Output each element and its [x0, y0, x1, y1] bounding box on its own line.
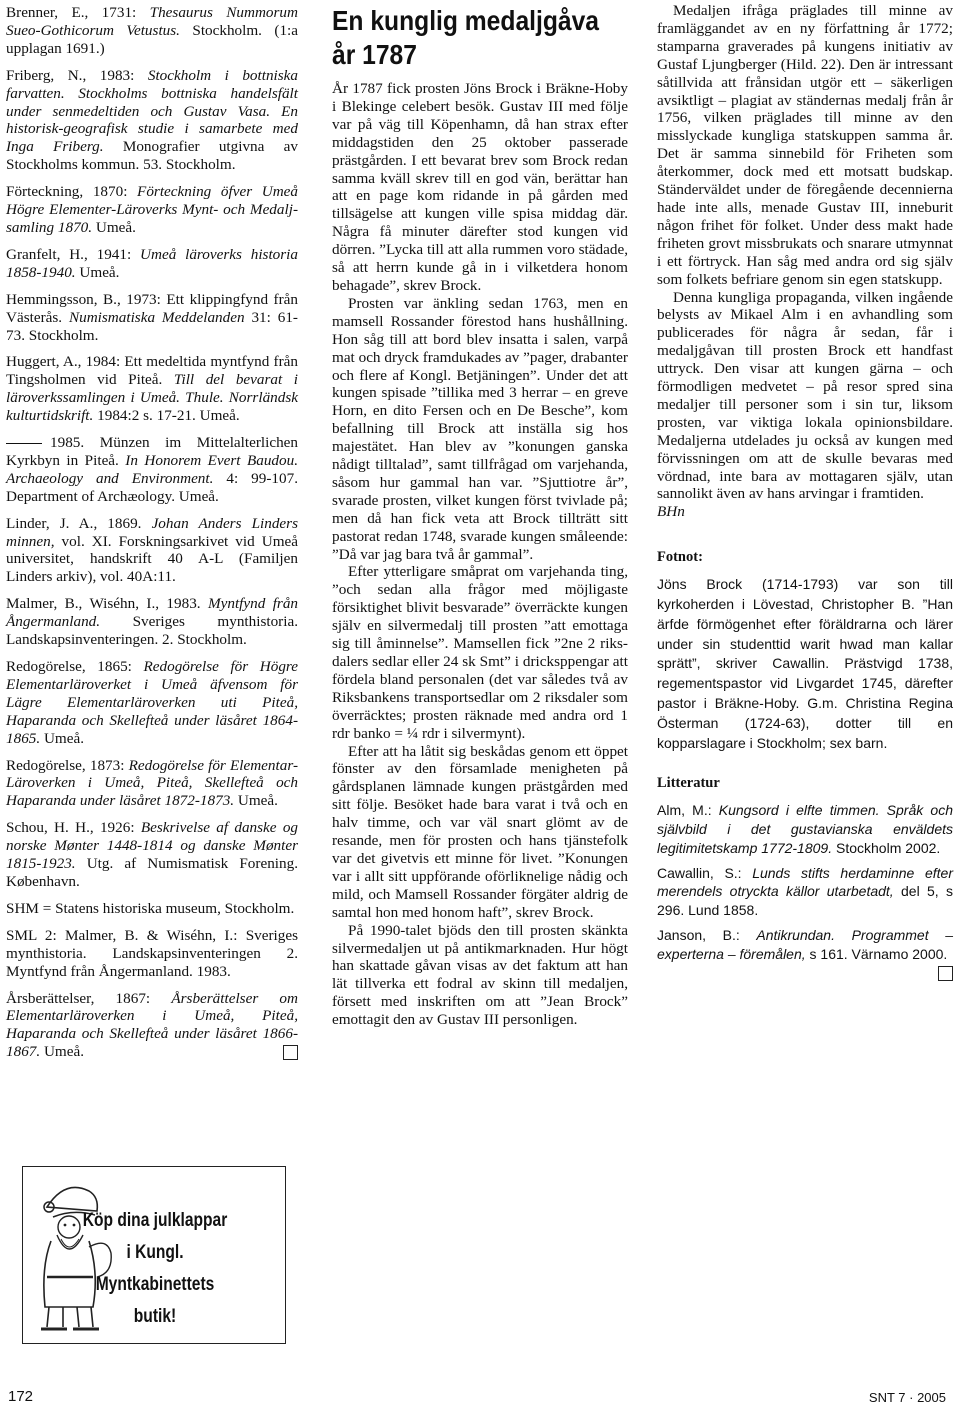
reference-item — [6, 434, 298, 506]
reference-item: Friberg, N., 1983: Stockholm i bottniska farvatten. Stockholms bottniska handelsfält under senmedeltiden och Gustav Vasa. En historisk-geografisk studie i samarbete med Inga Friberg. Monografier utgivna av Stockholms kommun. 53. Stockholm. — [6, 66, 299, 174]
end-of-article-box-icon — [283, 1045, 298, 1060]
reference-item: Förteckning, 1870: Förteckning öfver Umeå Högre Elementer-Läroverks Mynt- och Medalj-samling 1870. Umeå. — [6, 183, 298, 236]
footnote-text: Jöns Brock (1714-1793) var son till kyrkoherden i Lövestad, Christopher B. ”Han ärfde förmögenhet efter föräldrarna och lärer under sin studenttid warit hwad man kallar sprätt”, skriver Cawallin. Prästvigd 1738, regementspastor vid Livgardet 1745, därefter pastor i Bräkne-Hoby. G.m. Christina Regina Österman (1724-63), dotter till en kopparslagare i Stockholm; sex barn. — [657, 576, 953, 751]
article-paragraph: Efter att ha låtit sig beskådas genom ett öppet fönster av den församlade menigheten på gårdsplanen lämnade kungen prästgården med sitt följe. Besöket hade bara varat i två och en halv timme, och var väl snart glömt av de resande, men för prosten och hans tjänstefolk var det givetvis ett minne för livet. ”Konungen var i allt sitt uppförande oförliknelige nådig och mild, och Mamsell Rossander förgäter aldrig de samtal hon med honom haft”, skrev Brock. — [332, 742, 628, 921]
footnote-heading: Fotnot: — [657, 549, 703, 566]
article-paragraph: Prosten var änkling sedan 1763, men en mamsell Rossander förestod hans hushållning. Hon såg till att bord blev insatta i salen, varpå mat och dryck framdukades av ”pager, drabanter och flere af Kongl. Betjäningen”. Under det att kungen spisade ”tillika med 3 herrar – en greve Horn, en dito Fersen och en De Besche”, kom befallning till Brock att inställa sig hos majestätet. Han blev av ”konungen ganska nådigt tilltalad”, samt tillfrågad om varjehanda, såsom hur gammal han var. ”Sjuttiotre år”, svarade prosten, vilket kungen först tvivlade på; men då han fick veta att Brock tillträtt sitt pastorat redan 1748, svarade kungen småleende: ”Då var jag bara två år gammal”. — [332, 294, 628, 563]
ad-line: i Kungl. — [126, 1242, 184, 1263]
advertisement-box — [22, 1166, 286, 1344]
literature-text: Janson, B.: Antikrundan. Programmet – experterna – föremålen, s 161. Värnamo 2000. — [657, 927, 953, 962]
reference-item: Huggert, A., 1984: Ett medeltida myntfynd från Tingsholmen vid Piteå. Till del bevarat i läroverkssamlingen i Umeå. Thule. Norrländsk kulturtidskrift. 1984:2 s. 17-21. Umeå. — [6, 353, 298, 425]
ad-line: Myntkabinettets — [95, 1274, 215, 1295]
reference-item: Malmer, B., Wiséhn, I., 1983. Myntfynd från Ångermanland. Sveriges mynthistoria. Landskapsinventeringen. 2. Stockholm. — [6, 595, 299, 649]
reference-item: Schou, H. H., 1926: Beskrivelse af danske og norske Mønter 1448-1814 og danske Mønter 1815-1923. Utg. af Numismatisk Forening. København. — [6, 819, 299, 890]
ad-line: butik! — [133, 1306, 177, 1327]
article-column-3 — [657, 2, 953, 981]
literature-item: Cawallin, S.: Lunds stifts herdaminne efter merendels otryckta källor utarbetadt, del 5, s 296. Lund 1858. — [657, 864, 953, 919]
reference-item: Brenner, E., 1731: Thesaurus Nummorum Sueo-Gothicorum Vetustus. Stockholm. (1:a upplagan 1691.) — [6, 4, 298, 57]
reference-text: Årsberättelser, 1867: Årsberättelser om Elementarläroverken i Umeå, Piteå, Haparanda och Skellefteå under läsåret 1866-1867. Umeå. — [6, 989, 298, 1061]
reference-item: Redogörelse, 1873: Redogörelse för Elementar-Läroverken i Umeå, Piteå, Skellefteå och Haparanda under läsåret 1872-1873. Umeå. — [6, 756, 298, 810]
reference-item: SHM = Statens historiska museum, Stockholm. — [6, 899, 295, 917]
reference-item — [6, 990, 298, 1062]
article-paragraph: Efter ytterligare småprat om varjehanda ting, ”och sedan alla frågor med möjligaste försiktighet blivit besvarade” överräckte kungen själv en silvermedalj till prosten ”att emottaga sig till åminnelse”. Mamsellen fick ”2ne 2 riks-dalers sedlar eller 24 sk Smt” i dricksppengar att fördela bland personalen (det var således två av Riksbankens transportsedlar om 2 riksdaler som överräcktes; prosten räknade med andra ord 1 rdr banko = ¼ rdr i silvermynt). — [332, 563, 628, 742]
ditto-dash — [6, 443, 42, 444]
reference-item: Granfelt, H., 1941: Umeå läroverks historia 1858-1940. Umeå. — [6, 245, 298, 281]
end-of-article-box-icon — [938, 966, 953, 981]
reference-text: 1985. Münzen im Mittelalterlichen Kyrkbyn in Piteå. In Honorem Evert Baudou. Archaeology and Environment. 4: 99-107. Department of Archæology. Umeå. — [6, 434, 298, 505]
reference-item: Redogörelse, 1865: Redogörelse för Högre Elementarläroverket i Umeå äfvensom för Lägre Elementarläroverken uti Piteå, Haparanda och Skellefteå under läsåret 1864-1865. Umeå. — [6, 658, 298, 747]
article-paragraph: År 1787 fick prosten Jöns Brock i Bräkne-Hoby i Blekinge celebert besök. Gustav III med följe var på väg till Köpenhamn, då han strax efter middagstiden den 25 oktober passerade prästgården. I ett bevarat brev som Brock redan samma kväll skrev till en god vän, berättar han att en page kom ridande in på gården med tillsägelse att kungen ville spisa middag där. Några få minuter därefter stod kungen vid dörren. ”Lycka till att alla rummen voro städade, så att herrn kunde gå in i vilketdera honom behagade”, skrev Brock. — [332, 80, 628, 294]
author-signature: BHn — [657, 503, 685, 521]
literature-heading: Litteratur — [657, 775, 720, 792]
article-column-2 — [332, 4, 628, 1029]
ad-text — [58, 1205, 252, 1333]
article-paragraph: Denna kungliga propaganda, vilken ingående belysts av Mikael Alm i en avhandling som publicerades för några år sedan, får i medaljgåvan till prosten Brock ett handfast uttryck. Den visar att kungen gärna – och förmodligen medvetet – på resor spred sina medaljer till personer som i sin tur, liksom prosten, var viktiga lokala opinionsbildare. Medaljerna utdelades ju också av kungen med förvissningen om att de skulle bevaras med vördnad, inte bara av mottagaren själv, utan sannolikt även av hans arvingar i framtiden. — [657, 288, 953, 503]
reference-item: Hemmingsson, B., 1973: Ett klippingfynd från Västerås. Numismatiska Meddelanden 31: 61-73. Stockholm. — [6, 290, 298, 344]
literature-item: Alm, M.: Kungsord i elfte timmen. Språk och självbild i det gustavianska enväldets legitimitetskamp 1772-1809. Stockholm 2002. — [657, 802, 953, 856]
article-paragraph: Medaljen ifråga präglades till minne av framläggandet av en ny författning år 1772; stamparna graverades på kungens initiativ av Gustaf Ljungberger (Hild. 22). Den är intressant såtillvida att frånsidan utgör ett – säkerligen avsiktligt – plagiat av ständernas medalj från år 1756, vilken präglades till minne av den misslyckade kungliga statskuppen samma år. Det är samma sinnebild för Friheten som återkommer, dock med ett motsatt budskap. Ständerväldet under de föregående decennierna hade inte alls, menade Gustav III, inneburit någon frihet för folket. Under dess makt hade friheten grovt missbrukats och snarare utmynnat i ett förtryck. Han såg med andra ord sig själv som folkets befriare genom sin egen statskupp. — [657, 2, 953, 288]
reference-list — [6, 4, 298, 1070]
literature-list — [657, 775, 953, 963]
journal-footer: SNT 7 · 2005 — [868, 1390, 946, 1405]
ad-line: Köp dina julklappar — [82, 1210, 228, 1231]
footnote — [657, 549, 953, 753]
article-paragraph: På 1990-talet bjöds den till prosten skänkta silvermedaljen ut på antikmarknaden. Hur högt han skattade gåvan visas av det faktum att han lät tillverka ett fodral av skinn till medaljen, försett med inskriften om att ”Jean Brock” emottagit den av Gustav III personligen. — [332, 921, 628, 1029]
article-title: En kunglig medaljgåva år 1787 — [332, 5, 599, 70]
reference-item: Linder, J. A., 1869. Johan Anders Linders minnen, vol. XI. Forskningsarkivet vid Umeå universitet, handskrift 40 A-L (Familjen Linders arkiv), vol. 40A:11. — [6, 514, 298, 586]
page-number: 172 — [8, 1388, 34, 1405]
reference-item: SML 2: Malmer, B. & Wiséhn, I.: Sveriges mynthistoria. Landskapsinventeringen 2. Myntfynd från Ångermanland. 1983. — [6, 926, 298, 980]
literature-item — [657, 926, 953, 964]
